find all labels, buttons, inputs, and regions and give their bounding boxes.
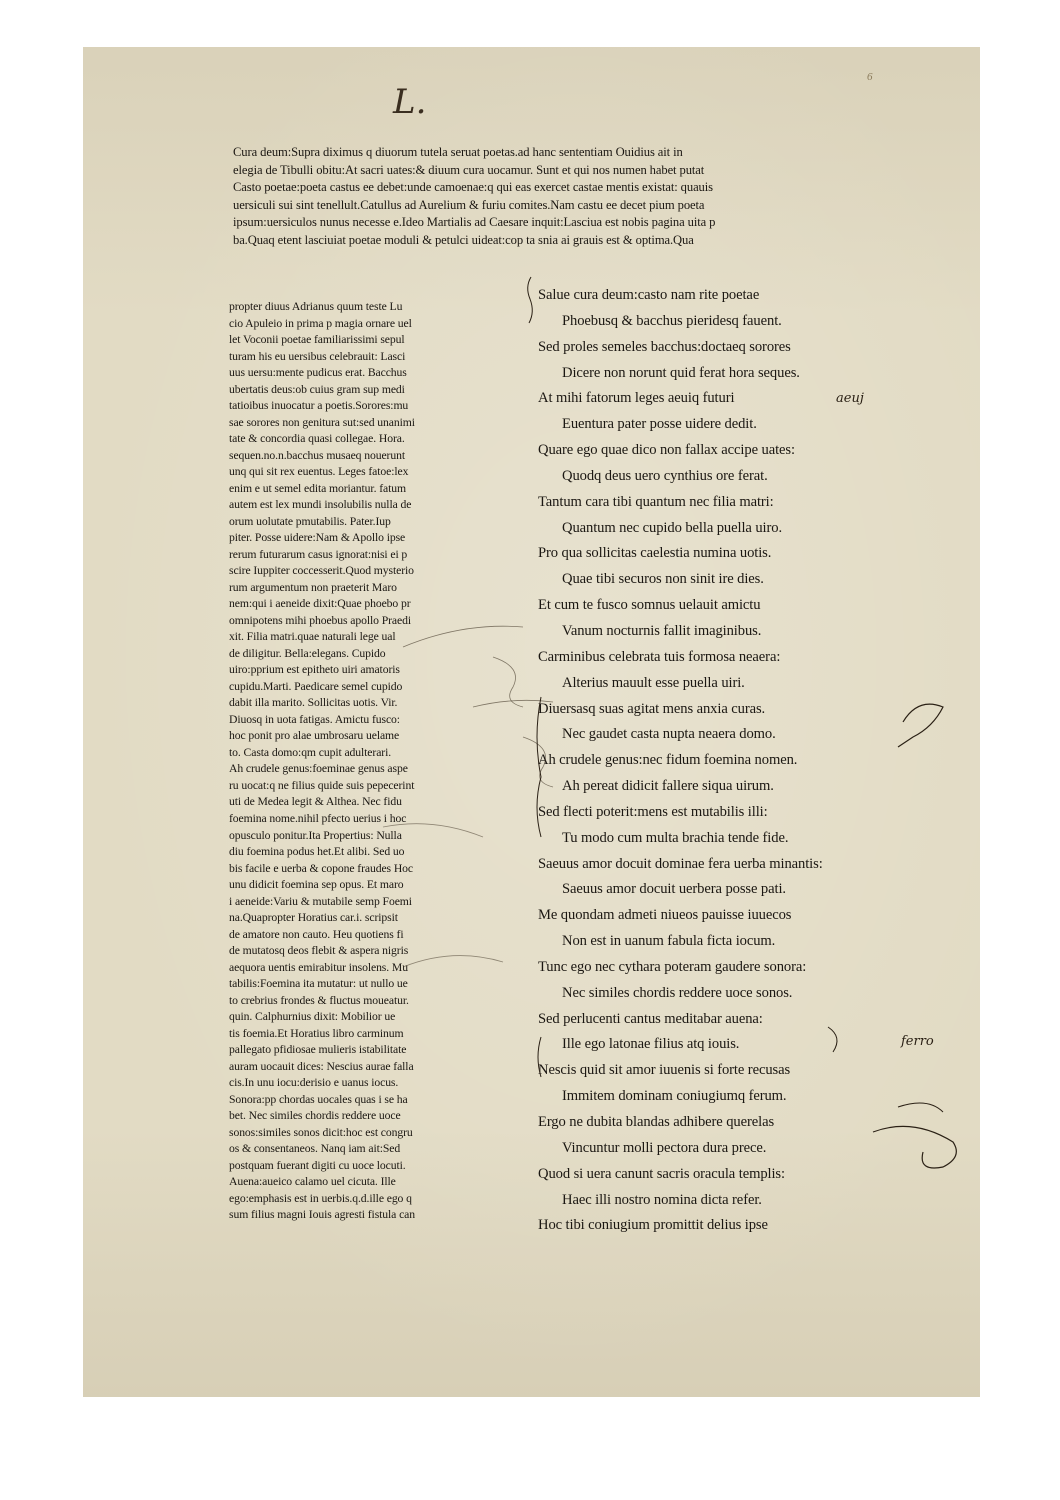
verse-line: Phoebusq & bacchus pieridesq fauent.: [562, 312, 782, 329]
commentary-line: propter diuus Adrianus quum teste Lu: [229, 300, 403, 313]
margin-note-ferro: ferro: [901, 1034, 934, 1049]
header-line: uersiculi sui sint tenellult.Catullus ad Aurelium & furiu comites.Nam castu ee decet pium poeta: [233, 197, 705, 212]
commentary-line: opusculo ponitur.Ita Propertius: Nulla: [229, 828, 402, 842]
commentary-line: sequen.no.n.bacchus musaeq nouerunt: [229, 448, 405, 462]
commentary-line: omnipotens mihi phoebus apollo Praedi: [229, 613, 411, 627]
commentary-line: uti de Medea legit & Althea. Nec fidu: [229, 795, 402, 809]
commentary-line: enim e ut semel edita moriantur. fatum: [229, 481, 406, 495]
verse-line: Carminibus celebrata tuis formosa neaera:: [538, 648, 781, 665]
verse-line: Ille ego latonae filius atq iouis.: [562, 1036, 740, 1053]
verse-line: Diuersasq suas agitat mens anxia curas.: [538, 700, 766, 717]
verse-line: Quod si uera canunt sacris oracula templis:: [538, 1165, 785, 1182]
commentary-line: to crebrius frondes & fluctus moueatur.: [229, 993, 409, 1007]
verse-line: Saeuus amor docuit uerbera posse pati.: [562, 881, 786, 898]
verse-line: Hoc tibi coniugium promittit delius ipse: [538, 1217, 768, 1234]
verse-line: Tu modo cum multa brachia tende fide.: [562, 829, 789, 846]
commentary-line: quin. Calphurnius dixit: Mobilior ue: [229, 1010, 396, 1024]
commentary-line: aequora uentis emirabitur insolens. Mu: [229, 960, 408, 974]
commentary-line: hoc ponit pro alae umbrosaru uelame: [229, 729, 400, 743]
header-line: elegia de Tibulli obitu:At sacri uates:& diuum cura uocamur. Sunt et qui nos numen habet putat: [233, 162, 705, 177]
verse-line: Haec illi nostro nomina dicta refer.: [562, 1191, 762, 1208]
verse-line: Vincuntur molli pectora dura prece.: [562, 1139, 767, 1156]
commentary-line: tatioibus inuocatur a poetis.Sorores:mu: [229, 399, 409, 413]
verse-line: Pro qua sollicitas caelestia numina uotis.: [538, 545, 772, 562]
commentary-line: bet. Nec similes chordis reddere uoce: [229, 1109, 401, 1123]
verse-line: Alterius mauult esse puella uiri.: [562, 674, 745, 691]
commentary-line: cis.In unu iocu:derisio e uanus iocus.: [229, 1076, 399, 1090]
commentary-line: de amatore non cauto. Heu quotiens fi: [229, 927, 404, 941]
commentary-line: autem est lex mundi insolubilis nulla de: [229, 498, 412, 512]
header-line: Cura deum:Supra diximus q diuorum tutela seruat poetas.ad hanc sententiam Ouidius ait in: [233, 145, 683, 159]
commentary-line: turam his eu uersibus celebrauit: Lasci: [229, 349, 406, 363]
commentary-line: diu foemina podus het.Et alibi. Sed uo: [229, 845, 405, 859]
verse-line: Dicere non norunt quid ferat hora seques.: [562, 364, 800, 381]
commentary-line: bis facile e uerba & copone fraudes Hoc: [229, 861, 413, 875]
verse-line: Ah pereat didicit fallere siqua uirum.: [562, 778, 774, 795]
verse-line: Non est in uanum fabula ficta iocum.: [562, 933, 776, 950]
verse-line: Et cum te fusco somnus uelauit amictu: [538, 597, 761, 614]
verse-line: Tunc ego nec cythara poteram gaudere sonora:: [538, 958, 807, 975]
commentary-line: to. Casta domo:qm cupit adulterari.: [229, 745, 392, 759]
verse-line: Nec gaudet casta nupta neaera domo.: [562, 726, 776, 743]
commentary-line: Ah crudele genus:foeminae genus aspe: [229, 762, 408, 776]
corner-mark: 6: [867, 71, 873, 83]
commentary-line: uus uersu:mente pudicus erat. Bacchus: [229, 366, 407, 380]
verse-line: Ergo ne dubita blandas adhibere querelas: [538, 1114, 775, 1130]
commentary-line: dabit illa marito. Sollicitas uotis. Vir.: [229, 696, 398, 710]
verse-line: Me quondam admeti niueos pauisse iuuecos: [538, 907, 792, 924]
verse-line: Vanum nocturnis fallit imaginibus.: [562, 622, 762, 639]
commentary-line: Auena:aueico calamo uel cicuta. Ille: [229, 1175, 396, 1189]
commentary-line: xit. Filia matri.quae naturali lege ual: [229, 630, 396, 644]
commentary-line: pallegato pfidiosae mulieris istabilitate: [229, 1043, 407, 1057]
verse-line: Quae tibi securos non sinit ire dies.: [562, 571, 764, 588]
commentary-line: scire Iuppiter coccesserit.Quod mysterio: [229, 564, 414, 578]
commentary-line: Diuosq in uota fatigas. Amictu fusco:: [229, 712, 400, 726]
commentary-line: cio Apuleio in prima p magia ornare uel: [229, 316, 412, 330]
verse-line: Sed proles semeles bacchus:doctaeq sorores: [538, 338, 791, 355]
verse-line: Sed flecti poterit:mens est mutabilis illi:: [538, 803, 768, 820]
header-line: ipsum:uersiculos nunus necesse e.Ideo Martialis ad Caesare inquit:Lasciua est nobis pagina uita p: [233, 215, 716, 230]
verse-line: Sed perlucenti cantus meditabar auena:: [538, 1010, 763, 1027]
commentary-line: sum filius magni Iouis agresti fistula can: [229, 1208, 416, 1222]
commentary-line: uiro:pprium est epitheto uiri amatoris: [229, 663, 400, 677]
commentary-line: os & consentaneos. Nanq iam ait:Sed: [229, 1142, 401, 1156]
verse-line: Quantum nec cupido bella puella uiro.: [562, 519, 783, 536]
commentary-line: postquam fuerant digiti cu uoce locuti.: [229, 1158, 406, 1172]
commentary-column: [229, 299, 529, 1224]
commentary-line: ubertatis deus:ob cuius gram sup medi: [229, 382, 405, 396]
commentary-line: de diligitur. Bella:elegans. Cupido: [229, 646, 386, 660]
commentary-line: unu didicit foemina sep opus. Et maro: [229, 878, 404, 892]
commentary-line: unq qui sit rex euentus. Leges fatoe:lex: [229, 465, 409, 479]
header-commentary: [233, 144, 923, 250]
verse-column: [538, 283, 938, 1239]
commentary-line: nem:qui i aeneide dixit:Quae phoebo pr: [229, 597, 411, 611]
verse-line: Nec similes chordis reddere uoce sonos.: [562, 984, 793, 1001]
verse-line: Saeuus amor docuit dominae fera uerba minantis:: [538, 855, 823, 872]
commentary-line: Sonora:pp chordas uocales quas i se ha: [229, 1092, 408, 1106]
commentary-line: auram uocauit dices: Nescius aurae falla: [229, 1059, 414, 1073]
commentary-line: sonos:similes sonos dicit:hoc est congru: [229, 1125, 413, 1139]
commentary-line: foemina nome.nihil pfecto uerius i hoc: [229, 811, 407, 825]
verse-line: Quare ego quae dico non fallax accipe uates:: [538, 442, 795, 459]
verse-line: Tantum cara tibi quantum nec filia matri:: [538, 493, 774, 510]
commentary-line: ego:emphasis est in uerbis.q.d.ille ego q: [229, 1191, 412, 1205]
commentary-line: orum uolutate pmutabilis. Pater.Iup: [229, 514, 391, 528]
commentary-line: rerum futurarum casus ignorat:nisi ei p: [229, 547, 408, 561]
commentary-line: i aeneide:Variu & mutabile semp Foemi: [229, 894, 412, 908]
folio-mark: L.: [393, 82, 427, 122]
commentary-line: cupidu.Marti. Paedicare semel cupido: [229, 679, 403, 693]
header-line: Casto poetae:poeta castus ee debet:unde camoenae:q qui eas exercet castae mentis existat: quauis: [233, 180, 713, 195]
verse-line: Salue cura deum:casto nam rite poetae: [538, 287, 760, 303]
verse-line: At mihi fatorum leges aeuiq futuri: [538, 390, 735, 407]
margin-note-aeuiq: aeuj: [836, 391, 864, 406]
verse-line: Nescis quid sit amor iuuenis si forte recusas: [538, 1062, 791, 1079]
commentary-line: let Voconii poetae familiarissimi sepul: [229, 333, 405, 347]
verse-line: Quodq deus uero cynthius ore ferat.: [562, 467, 768, 484]
commentary-line: de mutatosq deos flebit & aspera nigris: [229, 944, 409, 958]
commentary-line: tabilis:Foemina ita mutatur: ut nullo ue: [229, 977, 408, 991]
verse-line: Euentura pater posse uidere dedit.: [562, 416, 757, 433]
verse-line: Immitem dominam coniugiumq ferum.: [562, 1088, 787, 1105]
manuscript-page: [83, 47, 980, 1397]
commentary-line: ru uocat:q ne filius quide suis pepecerint: [229, 778, 415, 792]
commentary-line: tate & concordia quasi collegae. Hora.: [229, 432, 405, 446]
commentary-line: tis foemia.Et Horatius libro carminum: [229, 1026, 404, 1040]
commentary-line: piter. Posse uidere:Nam & Apollo ipse: [229, 531, 406, 545]
commentary-line: rum argumentum non praeterit Maro: [229, 580, 397, 594]
commentary-line: sae sorores non genitura sut:sed unanimi: [229, 415, 415, 429]
commentary-line: na.Quapropter Horatius car.i. scripsit: [229, 911, 398, 925]
header-line: ba.Quaq etent lasciuiat poetae moduli & petulci uideat:cop ta snia ai grauis est & optima.Qua: [233, 232, 694, 247]
verse-line: Ah crudele genus:nec fidum foemina nomen.: [538, 752, 798, 769]
